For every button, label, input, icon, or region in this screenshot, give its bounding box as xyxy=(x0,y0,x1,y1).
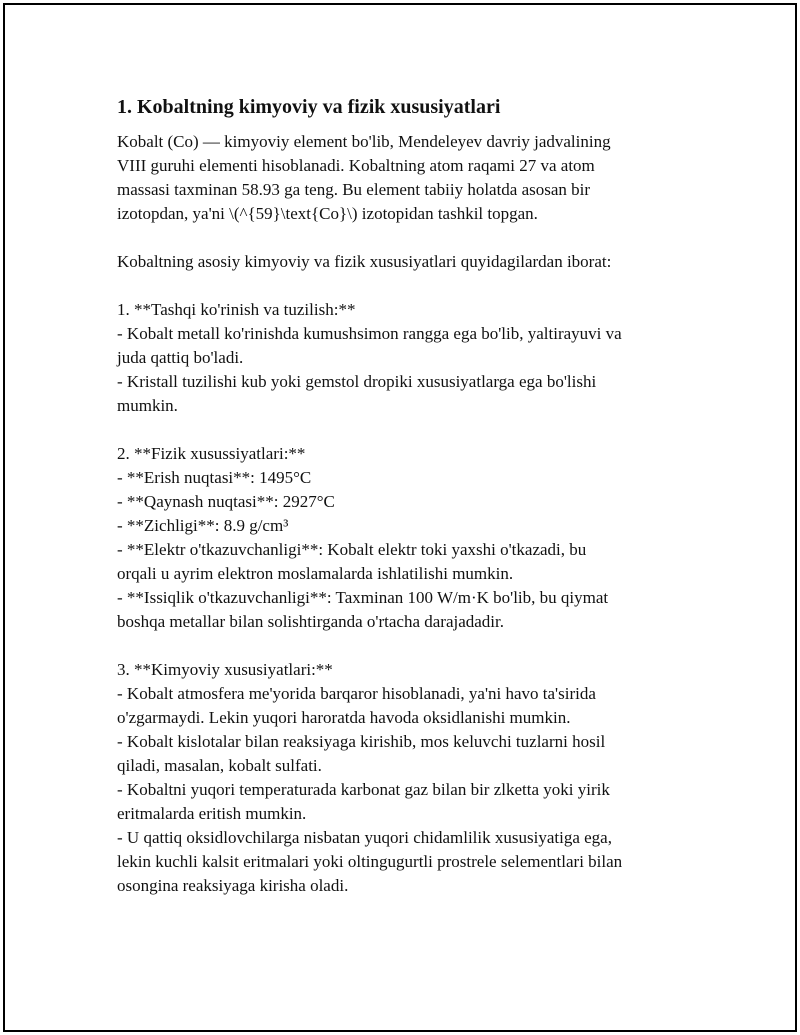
section-chemical: 3. **Kimyoviy xususiyatlari:** - Kobalt atmosfera me'yorida barqaror hisoblanadi, ya'ni havo ta'sirida o'zgarmaydi. Lekin yuqori haroratda havoda oksidlanishi mumkin. - Kobalt kislotalar bilan reaksiyaga kirishib, mos keluvchi tuzlarni hosil qiladi, masalan, kobalt sulfati. - Kobaltni yuqori temperaturada karbonat gaz bilan bir zlketta yoki yirik eritmalarda eritish mumkin. - U qattiq oksidlovchilarga nisbatan yuqori chidamlilik xususiyatiga ega, lekin kuchli kalsit eritmalari yoki oltingugurtli prostrele selementlari bilan osongina reaksiyaga kirisha oladi. xyxy=(117,660,623,895)
section-appearance: 1. **Tashqi ko'rinish va tuzilish:** - Kobalt metall ko'rinishda kumushsimon rangga ega bo'lib, yaltirayuvi va juda qattiq bo'ladi. - Kristall tuzilishi kub yoki gemstol dropiki xususiyatlarga ega bo'lishi mumkin. xyxy=(117,300,622,415)
document-body xyxy=(117,94,697,898)
lead-paragraph: Kobaltning asosiy kimyoviy va fizik xususiyatlari quyidagilardan iborat: xyxy=(117,252,612,271)
intro-paragraph: Kobalt (Co) — kimyoviy element bo'lib, Mendeleyev davriy jadvalining VIII guruhi elementi hisoblanadi. Kobaltning atom raqami 27 va atom massasi taxminan 58.93 ga teng. Bu element tabiiy holatda asosan bir izotopdan, ya'ni \(^{59}\text{Co}\) izotopidan tashkil topgan. xyxy=(117,132,611,223)
section-physical: 2. **Fizik xusussiyatlari:** - **Erish nuqtasi**: 1495°C - **Qaynash nuqtasi**: 2927°C - **Zichligi**: 8.9 g/cm³ - **Elektr o'tkazuvchanligi**: Kobalt elektr toki yaxshi o'tkazadi, bu orqali u ayrim elektron moslamalarda ishlatilishi mumkin. - **Issiqlik o'tkazuvchanligi**: Taxminan 100 W/m·K bo'lib, bu qiymat boshqa metallar bilan solishtirganda o'rtacha darajadadir. xyxy=(117,444,609,631)
page-title: 1. Kobaltning kimyoviy va fizik xususiyatlari xyxy=(117,96,501,118)
